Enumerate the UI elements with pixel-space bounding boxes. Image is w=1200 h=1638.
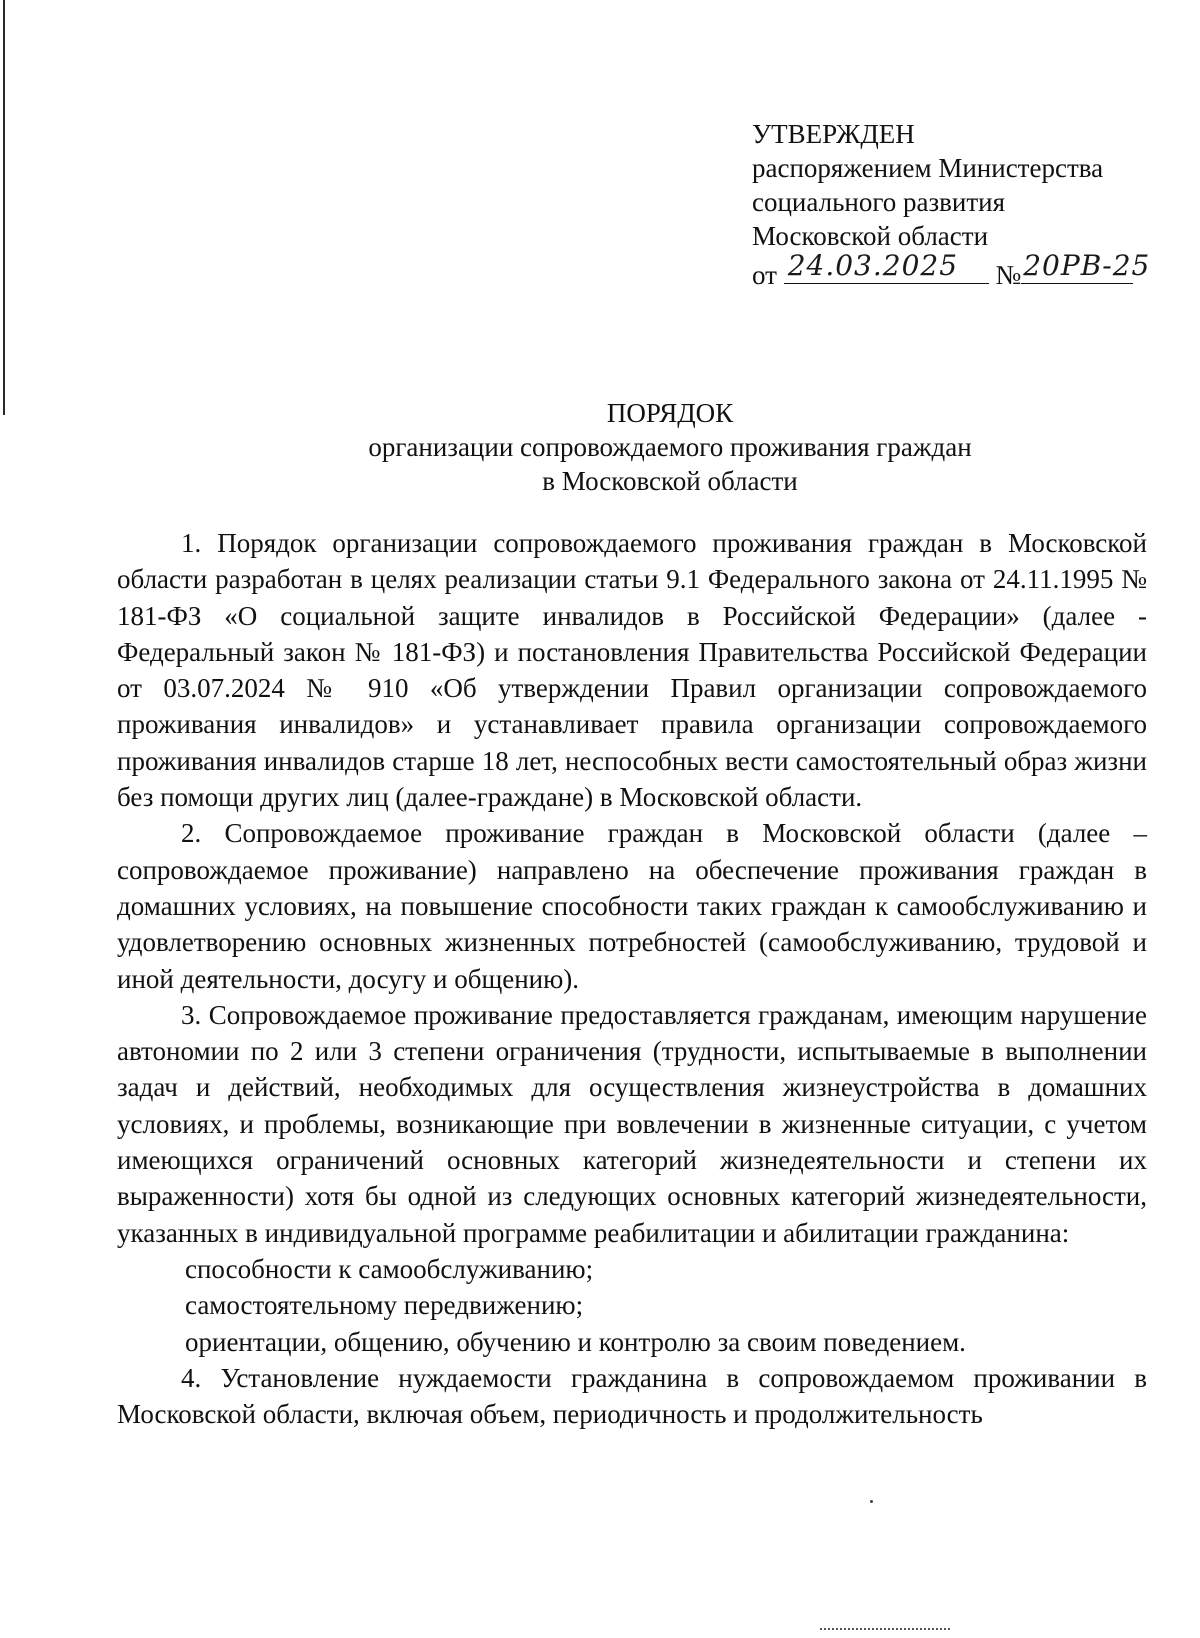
handwritten-number: 20РВ-25 [1023, 249, 1151, 282]
approval-date-number-line [752, 249, 1151, 292]
approval-line-1: распоряжением Министерства [752, 153, 1104, 183]
list-item-2: самостоятельному передвижению; [185, 1290, 584, 1321]
handwritten-date: 24.03.2025 [787, 249, 959, 282]
document-title: ПОРЯДОК [606, 398, 734, 428]
list-item-3: ориентации, общению, обучению и контролю за своим поведением. [185, 1326, 966, 1357]
document-subtitle-2: в Московской области [542, 466, 798, 496]
date-field [784, 249, 989, 284]
date-prefix: от [752, 260, 777, 290]
paragraph-2: 2. Сопровождаемое проживание граждан в Московской области (далее – сопровождаемое проживание) направлено на обеспечение проживания граждан в домашних условиях, на повышение способности таких граждан к самообслуживанию и удовлетворению основных жизненных потребностей (самообслуживанию, трудовой и иной деятельности, досугу и общению). [117, 818, 1147, 994]
document-subtitle-1: организации сопровождаемого проживания граждан [368, 432, 972, 462]
approval-heading: УТВЕРЖДЕН [752, 119, 915, 149]
number-prefix: № [995, 260, 1022, 290]
paragraph-3: 3. Сопровождаемое проживание предоставляется гражданам, имеющим нарушение автономии по 2 или 3 степени ограничения (трудности, испытываемые в выполнении задач и действий, необходимых для осуществления жизнеустройства в домашних условиях, и проблемы, возникающие при вовлечении в жизненные ситуации, с учетом имеющихся ограничений основных категорий жизнедеятельности и степени их выраженности) хотя бы одной из следующих основных категорий жизнедеятельности, указанных в индивидуальной программе реабилитации и абилитации гражданина: [117, 999, 1147, 1248]
scan-edge-line [3, 0, 5, 415]
scan-speck [870, 1500, 873, 1503]
approval-line-3: Московской области [752, 221, 989, 251]
paragraph-4: 4. Установление нуждаемости гражданина в сопровождаемом проживании в Московской области, включая объем, периодичность и продолжительность [117, 1362, 1147, 1430]
number-field [1021, 249, 1151, 284]
document-title-block [0, 396, 1200, 498]
list-item-1: способности к самообслуживанию; [185, 1253, 594, 1284]
approval-stamp-block [752, 117, 1151, 292]
approval-line-2: социального развития [752, 187, 1006, 217]
scan-bottom-marks [820, 1628, 950, 1634]
paragraph-1: 1. Порядок организации сопровождаемого проживания граждан в Московской области разработан в целях реализации статьи 9.1 Федерального закона от 24.11.1995 № 181-ФЗ «О социальной защите инвалидов в Российской Федерации» (далее - Федеральный закон № 181-ФЗ) и постановления Правительства Российской Федерации от 03.07.2024 № 910 «Об утверждении Правил организации сопровождаемого проживания инвалидов» и устанавливает правила организации сопровождаемого проживания инвалидов старше 18 лет, неспособных вести самостоятельный образ жизни без помощи других лиц (далее-граждане) в Московской области. [117, 528, 1147, 813]
document-body [117, 525, 1147, 1432]
